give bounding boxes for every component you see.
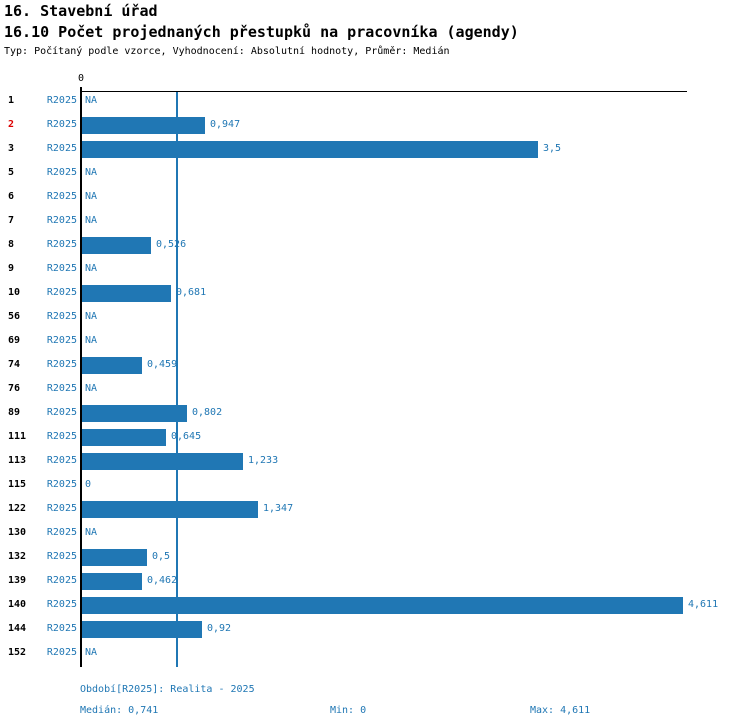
chart-row <box>0 281 750 305</box>
row-category-label: 139 <box>8 575 27 586</box>
row-period-label: R2025 <box>46 359 77 370</box>
row-period-label: R2025 <box>46 551 77 562</box>
row-value-label: 0,5 <box>152 551 171 562</box>
chart-row <box>0 641 750 665</box>
row-category-label: 69 <box>8 335 21 346</box>
chart-row <box>0 593 750 617</box>
row-period-label: R2025 <box>46 599 77 610</box>
row-category-label: 74 <box>8 359 21 370</box>
chart-row <box>0 233 750 257</box>
chart-row <box>0 137 750 161</box>
chart-row <box>0 497 750 521</box>
row-category-label: 1 <box>8 95 15 106</box>
row-period-label: R2025 <box>46 239 77 250</box>
bar <box>82 429 166 446</box>
row-category-label: 152 <box>8 647 27 658</box>
row-category-label: 140 <box>8 599 27 610</box>
row-value-label: NA <box>85 527 98 538</box>
chart-row <box>0 569 750 593</box>
row-period-label: R2025 <box>46 215 77 226</box>
chart-row <box>0 401 750 425</box>
row-category-label: 115 <box>8 479 27 490</box>
row-category-label: 7 <box>8 215 15 226</box>
row-value-label: NA <box>85 311 98 322</box>
row-category-label: 3 <box>8 143 15 154</box>
row-category-label: 5 <box>8 167 15 178</box>
row-value-label: NA <box>85 191 98 202</box>
chart-row <box>0 161 750 185</box>
bar <box>82 573 142 590</box>
row-period-label: R2025 <box>46 263 77 274</box>
row-category-label: 8 <box>8 239 15 250</box>
chart-row <box>0 377 750 401</box>
axis-zero-tick-label: 0 <box>77 73 85 84</box>
row-period-label: R2025 <box>46 167 77 178</box>
stat-median: Medián: 0,741 <box>80 705 159 716</box>
row-value-label: 1,233 <box>248 455 279 466</box>
row-value-label: 0,802 <box>192 407 223 418</box>
row-period-label: R2025 <box>46 503 77 514</box>
bar <box>82 357 142 374</box>
chart-row <box>0 185 750 209</box>
row-period-label: R2025 <box>46 575 77 586</box>
row-value-label: NA <box>85 95 98 106</box>
chart-row <box>0 305 750 329</box>
row-period-label: R2025 <box>46 527 77 538</box>
chart-meta-info: Typ: Počítaný podle vzorce, Vyhodnocení: Absolutní hodnoty, Průměr: Medián <box>4 46 450 57</box>
row-category-label: 2 <box>8 119 15 130</box>
row-value-label: 1,347 <box>263 503 294 514</box>
chart-row <box>0 209 750 233</box>
row-category-label: 113 <box>8 455 27 466</box>
chart-row <box>0 257 750 281</box>
row-period-label: R2025 <box>46 335 77 346</box>
bar <box>82 549 147 566</box>
chart-row <box>0 113 750 137</box>
chart-row <box>0 617 750 641</box>
chart-row <box>0 353 750 377</box>
bar <box>82 597 683 614</box>
chart-row <box>0 545 750 569</box>
row-period-label: R2025 <box>46 455 77 466</box>
row-period-label: R2025 <box>46 287 77 298</box>
bar <box>82 285 171 302</box>
row-value-label: 0 <box>85 479 92 490</box>
bar <box>82 501 258 518</box>
row-category-label: 76 <box>8 383 21 394</box>
row-period-label: R2025 <box>46 407 77 418</box>
row-period-label: R2025 <box>46 431 77 442</box>
row-category-label: 56 <box>8 311 21 322</box>
row-value-label: NA <box>85 167 98 178</box>
row-value-label: 0,462 <box>147 575 178 586</box>
row-value-label: NA <box>85 647 98 658</box>
chart-row <box>0 473 750 497</box>
bar <box>82 453 243 470</box>
row-period-label: R2025 <box>46 647 77 658</box>
row-category-label: 132 <box>8 551 27 562</box>
stat-min: Min: 0 <box>330 705 367 716</box>
row-category-label: 6 <box>8 191 15 202</box>
row-value-label: 0,92 <box>207 623 232 634</box>
period-info: Období[R2025]: Realita - 2025 <box>80 684 255 695</box>
row-value-label: NA <box>85 263 98 274</box>
row-category-label: 111 <box>8 431 27 442</box>
row-category-label: 144 <box>8 623 27 634</box>
chart-row <box>0 425 750 449</box>
row-category-label: 89 <box>8 407 21 418</box>
row-value-label: NA <box>85 383 98 394</box>
page-title: 16. Stavební úřad <box>4 2 158 20</box>
row-category-label: 9 <box>8 263 15 274</box>
row-period-label: R2025 <box>46 191 77 202</box>
row-period-label: R2025 <box>46 623 77 634</box>
row-period-label: R2025 <box>46 143 77 154</box>
row-value-label: 0,459 <box>147 359 178 370</box>
row-value-label: 3,5 <box>543 143 562 154</box>
row-category-label: 10 <box>8 287 21 298</box>
bar <box>82 405 187 422</box>
row-period-label: R2025 <box>46 383 77 394</box>
bar <box>82 237 151 254</box>
chart-row <box>0 329 750 353</box>
bar <box>82 141 538 158</box>
chart-title: 16.10 Počet projednaných přestupků na pracovníka (agendy) <box>4 23 519 41</box>
row-value-label: NA <box>85 215 98 226</box>
chart-row <box>0 449 750 473</box>
row-value-label: 4,611 <box>688 599 719 610</box>
row-value-label: 0,645 <box>171 431 202 442</box>
bar <box>82 621 202 638</box>
stat-max: Max: 4,611 <box>530 705 591 716</box>
chart-row <box>0 521 750 545</box>
row-value-label: 0,681 <box>176 287 207 298</box>
row-value-label: NA <box>85 335 98 346</box>
row-value-label: 0,526 <box>156 239 187 250</box>
row-category-label: 122 <box>8 503 27 514</box>
bar <box>82 117 205 134</box>
row-period-label: R2025 <box>46 95 77 106</box>
chart-row <box>0 89 750 113</box>
row-category-label: 130 <box>8 527 27 538</box>
row-value-label: 0,947 <box>210 119 241 130</box>
row-period-label: R2025 <box>46 311 77 322</box>
row-period-label: R2025 <box>46 119 77 130</box>
row-period-label: R2025 <box>46 479 77 490</box>
